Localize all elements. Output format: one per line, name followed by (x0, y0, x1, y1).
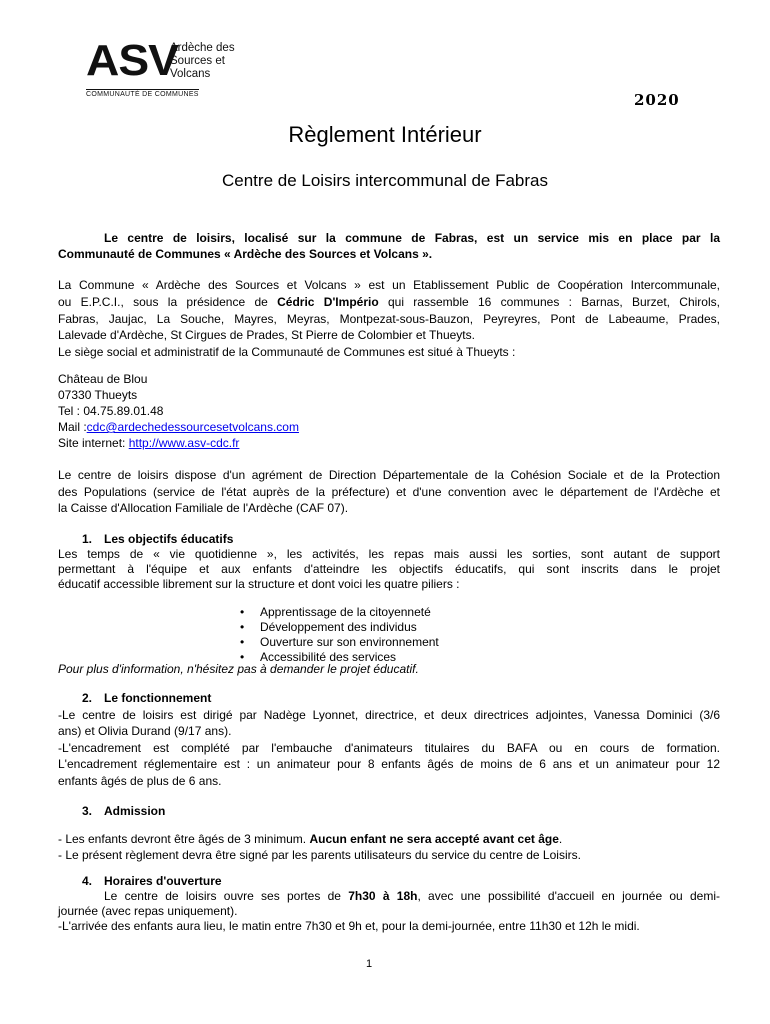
commune-line-5: Le siège social et administratif de la Communauté de Communes est situé à Thueyts : (58, 345, 516, 359)
intro-line-1: Le centre de loisirs, localisé sur la commune de Fabras, est un service mis en place par la (104, 231, 720, 245)
hours-text: Le centre de loisirs ouvre ses portes de (104, 889, 349, 903)
list-item: • Accessibilité des services (240, 650, 439, 665)
section-2-line-5: enfants âgés de plus de 6 ans. (58, 774, 222, 788)
logo-caption: COMMUNAUTÉ DE COMMUNES (86, 91, 199, 98)
president-name: Cédric D'Império (277, 295, 379, 309)
address-tel: Tel : 04.75.89.01.48 (58, 404, 164, 418)
address-mail (58, 419, 299, 436)
section-2-line-3: -L'encadrement est complété par l'embauche d'animateurs titulaires du BAFA ou en cours de formation. (58, 741, 720, 755)
section-number: 2. (82, 691, 93, 705)
commune-line-4: Lalevade d'Ardèche, St Cirgues de Prades, St Pierre de Colombier et Thueyts. (58, 328, 475, 342)
logo-line-3: Volcans (170, 68, 211, 80)
logo-line-1: Ardèche des (170, 42, 235, 54)
section-1-heading (82, 531, 233, 548)
document-subtitle: Centre de Loisirs intercommunal de Fabras (222, 171, 548, 190)
opening-hours: 7h30 à 18h (348, 889, 418, 903)
document-title: Règlement Intérieur (288, 122, 482, 147)
section-number: 1. (82, 532, 93, 546)
commune-line-3: Fabras, Jaujac, La Souche, Mayres, Meyras, Montpezat-sous-Bauzon, Peyreyres, Pont de Labeaume, Prades, (58, 312, 720, 326)
admission-rule: Aucun enfant ne sera accepté avant cet âge (309, 832, 559, 846)
logo-line-2: Sources et (170, 55, 225, 67)
document-year: 2020 (634, 91, 680, 109)
asv-logo (86, 38, 246, 100)
list-item: • Apprentissage de la citoyenneté (240, 605, 439, 620)
agrement-line-2: des Populations (service de l'état auprès de la préfecture) et d'une convention avec le département de l'Ardèche et (58, 485, 720, 499)
section-title: Admission (104, 804, 166, 818)
page-number: 1 (365, 958, 373, 970)
address-line-2: 07330 Thueyts (58, 388, 138, 402)
commune-text: qui rassemble 16 communes : Barnas, Burzet, Chirols, (378, 295, 720, 309)
section-number: 3. (82, 804, 93, 818)
section-title: Le fonctionnement (104, 691, 212, 705)
admission-text: . (558, 832, 563, 846)
admission-text: - Les enfants devront être âgés de 3 minimum. (58, 832, 310, 846)
section-title: Horaires d'ouverture (104, 874, 222, 888)
section-4-line-3: -L'arrivée des enfants aura lieu, le matin entre 7h30 et 9h et, pour la demi-journée, entre 11h30 et 12h le midi. (58, 919, 640, 933)
section-2-line-2: ans) et Olivia Durand (9/17 ans). (58, 724, 232, 738)
mail-label: Mail : (58, 420, 87, 434)
agrement-line-3: la Caisse d'Allocation Familiale de l'Ardèche (CAF 07). (58, 501, 349, 515)
section-number: 4. (82, 874, 93, 888)
pillars-list (240, 605, 439, 665)
section-3-heading (82, 803, 165, 820)
agrement-line-1: Le centre de loisirs dispose d'un agrément de Direction Départementale de la Cohésion Sociale et de la Protection (58, 468, 720, 482)
intro-line-2: Communauté de Communes « Ardèche des Sources et Volcans ». (58, 247, 433, 261)
list-item: • Ouverture sur son environnement (240, 635, 439, 650)
commune-line-1: La Commune « Ardèche des Sources et Volcans » est un Etablissement Public de Coopération Intercommunale, (58, 278, 720, 292)
section-1-line-2: permettant à l'équipe et aux enfants d'atteindre les objectifs éducatifs, qui sont inscrits dans le projet (58, 562, 720, 576)
commune-text: ou E.P.C.I., sous la présidence de (58, 295, 278, 309)
section-2-line-1: -Le centre de loisirs est dirigé par Nadège Lyonnet, directrice, et deux directrices adjointes, Vanessa Dominici (3/6 (58, 708, 720, 722)
address-line-1: Château de Blou (58, 372, 148, 386)
commune-line-2 (58, 294, 720, 311)
logo-letters: ASV (86, 36, 178, 85)
section-4-line-2: journée (avec repas uniquement). (58, 904, 238, 918)
section-1-line-1: Les temps de « vie quotidienne », les activités, les repas mais aussi les sorties, sont autant de support (58, 547, 720, 561)
hours-text: , avec une possibilité d'accueil en journée ou demi- (417, 889, 721, 903)
site-label: Site internet: (58, 436, 129, 450)
section-1-note: Pour plus d'information, n'hésitez pas à demander le projet éducatif. (58, 662, 419, 676)
mail-link[interactable]: cdc@ardechedessourcesetvolcans.com (86, 420, 299, 434)
address-site (58, 435, 239, 452)
site-link[interactable]: http://www.asv-cdc.fr (128, 436, 240, 450)
section-3-line-2: - Le présent règlement devra être signé par les parents utilisateurs du service du centre de Loisirs. (58, 848, 581, 862)
section-2-line-4: L'encadrement réglementaire est : un animateur pour 8 enfants âgés de moins de 6 ans et un animateur pour 12 (58, 757, 720, 771)
section-2-heading (82, 690, 211, 707)
section-3-line-1 (58, 831, 562, 848)
section-1-line-3: éducatif accessible librement sur la structure et dont voici les quatre piliers : (58, 577, 460, 591)
list-item: • Développement des individus (240, 620, 439, 635)
section-title: Les objectifs éducatifs (104, 532, 234, 546)
